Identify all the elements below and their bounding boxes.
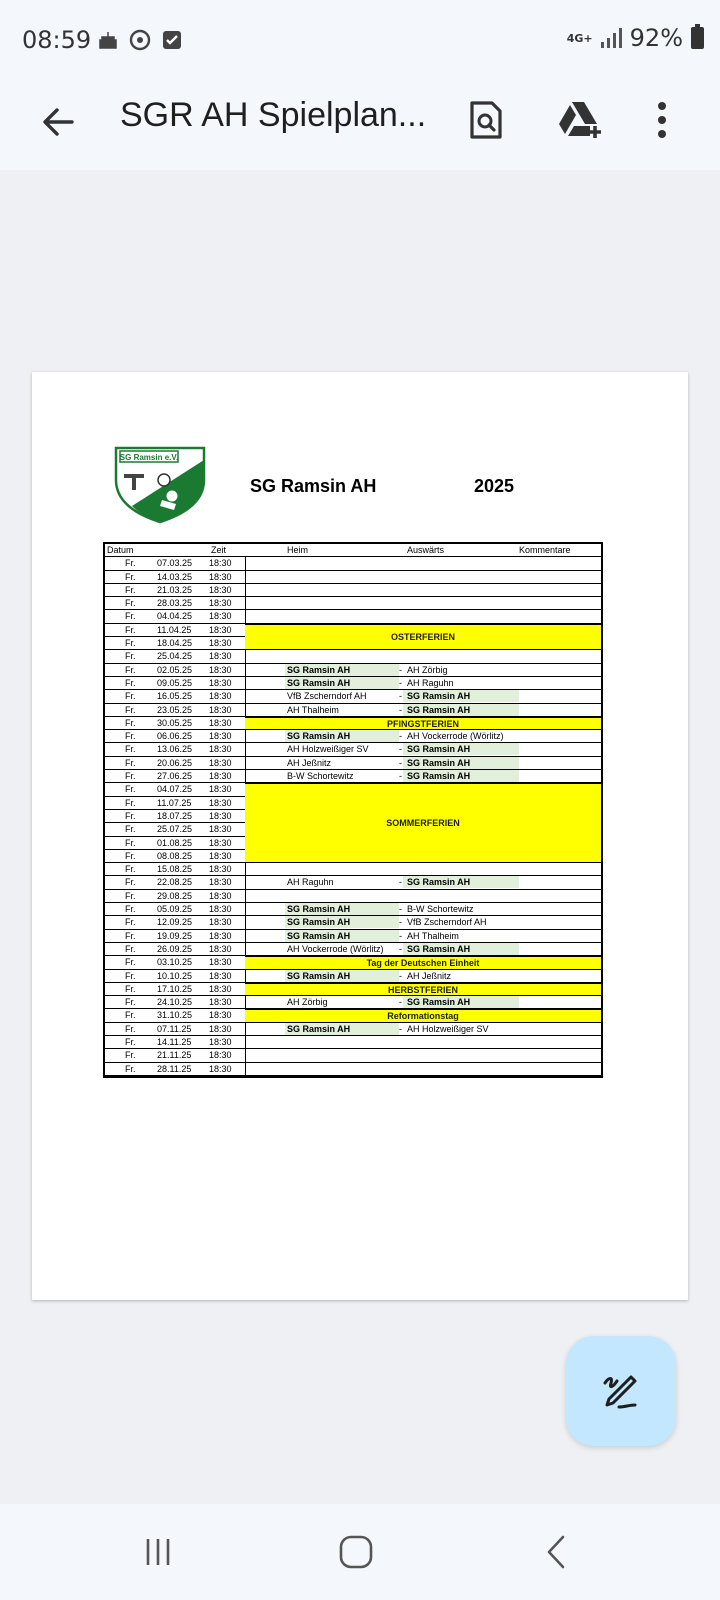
cell-time: 18:30 (209, 611, 232, 622)
versus-dash: - (399, 664, 402, 675)
table-row (105, 677, 601, 690)
cell-away-team: AH Zörbig (407, 664, 448, 675)
cell-day: Fr. (125, 1063, 136, 1074)
cell-away-team: SG Ramsin AH (407, 771, 471, 782)
cell-home-team: VfB Zscherndorf AH (287, 691, 367, 702)
cell-home-team: SG Ramsin AH (287, 1023, 351, 1034)
table-row (105, 743, 601, 756)
cell-time: 18:30 (209, 651, 232, 662)
cell-date: 31.10.25 (157, 1010, 193, 1021)
document-title: SGR AH Spielplan... (120, 96, 427, 134)
more-vert-icon[interactable] (636, 94, 688, 146)
cell-date: 22.08.25 (157, 877, 193, 888)
back-chevron-icon[interactable] (526, 1522, 586, 1582)
battery-level: 92% (629, 24, 683, 52)
edit-pen-icon (599, 1369, 643, 1413)
cell-home-team: AH Thalheim (287, 704, 339, 715)
cell-away-team: SG Ramsin AH (407, 943, 471, 954)
cell-time: 18:30 (209, 757, 232, 768)
cell-day: Fr. (125, 598, 136, 609)
cell-date: 30.05.25 (157, 717, 193, 728)
cell-day: Fr. (125, 784, 136, 795)
cell-day: Fr. (125, 664, 136, 675)
cell-away-team: SG Ramsin AH (407, 691, 471, 702)
cell-home-team: SG Ramsin AH (287, 904, 351, 915)
cell-date: 13.06.25 (157, 744, 193, 755)
cell-day: Fr. (125, 638, 136, 649)
schedule-year: 2025 (474, 476, 515, 496)
cell-home-team: SG Ramsin AH (287, 930, 351, 941)
cell-date: 18.04.25 (157, 638, 193, 649)
signal-icon (601, 28, 622, 48)
back-arrow-icon[interactable] (34, 98, 82, 146)
holiday-band: HERBSTFERIEN (245, 983, 601, 996)
cell-away-team: VfB Zscherndorf AH (407, 917, 487, 928)
checkbox-icon (160, 28, 184, 52)
table-row (105, 664, 601, 677)
cell-home-team: AH Zörbig (287, 997, 328, 1008)
cell-date: 09.05.25 (157, 677, 193, 688)
versus-dash: - (399, 997, 402, 1008)
table-row (105, 890, 601, 903)
header-datum: Datum (107, 545, 134, 555)
cell-home-team: SG Ramsin AH (287, 664, 351, 675)
header-auswaerts: Auswärts (407, 545, 445, 555)
cell-time: 18:30 (209, 771, 232, 782)
navigation-bar (0, 1504, 720, 1600)
table-row (105, 757, 601, 770)
svg-text:SG Ramsin e.V.: SG Ramsin e.V. (119, 453, 179, 462)
holiday-band: Reformationstag (245, 1009, 601, 1022)
table-row (105, 1049, 601, 1062)
versus-dash: - (399, 877, 402, 888)
versus-dash: - (399, 757, 402, 768)
holiday-band: PFINGSTFERIEN (245, 717, 601, 730)
cell-date: 07.03.25 (157, 558, 193, 569)
find-in-document-icon[interactable] (460, 94, 512, 146)
cell-date: 15.08.25 (157, 864, 193, 875)
cell-date: 10.10.25 (157, 970, 193, 981)
table-row (105, 571, 601, 584)
cell-time: 18:30 (209, 877, 232, 888)
cell-time: 18:30 (209, 970, 232, 981)
cell-home-team: AH Jeßnitz (287, 757, 332, 768)
cell-date: 25.07.25 (157, 824, 193, 835)
cell-day: Fr. (125, 997, 136, 1008)
cell-away-team: SG Ramsin AH (407, 877, 471, 888)
cell-day: Fr. (125, 983, 136, 994)
cell-time: 18:30 (209, 1063, 232, 1074)
cell-away-team: B-W Schortewitz (407, 904, 474, 915)
cell-time: 18:30 (209, 1050, 232, 1061)
cell-time: 18:30 (209, 943, 232, 954)
table-row (105, 1036, 601, 1049)
annotate-button[interactable] (566, 1336, 676, 1446)
cell-time: 18:30 (209, 598, 232, 609)
cell-day: Fr. (125, 611, 136, 622)
cell-date: 23.05.25 (157, 704, 193, 715)
cell-home-team: B-W Schortewitz (287, 771, 354, 782)
table-row (105, 597, 601, 610)
cell-time: 18:30 (209, 664, 232, 675)
cell-home-team: SG Ramsin AH (287, 970, 351, 981)
club-logo (112, 440, 208, 524)
cell-date: 27.06.25 (157, 771, 193, 782)
schedule-table (103, 542, 603, 1078)
cell-day: Fr. (125, 757, 136, 768)
cell-away-team: AH Jeßnitz (407, 970, 452, 981)
table-row (105, 930, 601, 943)
cell-day: Fr. (125, 850, 136, 861)
cell-away-team: SG Ramsin AH (407, 997, 471, 1008)
document-page (32, 372, 688, 1300)
cell-day: Fr. (125, 970, 136, 981)
cell-day: Fr. (125, 904, 136, 915)
cell-date: 05.09.25 (157, 904, 193, 915)
holiday-band: SOMMERFERIEN (245, 783, 601, 863)
cell-day: Fr. (125, 1010, 136, 1021)
table-row (105, 557, 601, 570)
cell-day: Fr. (125, 771, 136, 782)
cell-date: 02.05.25 (157, 664, 193, 675)
table-row (105, 996, 601, 1009)
cell-time: 18:30 (209, 784, 232, 795)
cell-date: 16.05.25 (157, 691, 193, 702)
cell-home-team: AH Vockerrode (Wörlitz) (287, 943, 384, 954)
cell-time: 18:30 (209, 904, 232, 915)
versus-dash: - (399, 731, 402, 742)
cell-day: Fr. (125, 651, 136, 662)
table-row (105, 690, 601, 703)
cell-date: 06.06.25 (157, 731, 193, 742)
table-row (105, 770, 601, 783)
versus-dash: - (399, 1023, 402, 1034)
status-bar (0, 0, 720, 80)
cell-away-team: SG Ramsin AH (407, 744, 471, 755)
cell-day: Fr. (125, 957, 136, 968)
cell-date: 11.07.25 (157, 797, 192, 808)
table-row (105, 903, 601, 916)
cell-day: Fr. (125, 864, 136, 875)
cell-time: 18:30 (209, 997, 232, 1008)
cell-date: 24.10.25 (157, 997, 193, 1008)
cell-time: 18:30 (209, 571, 232, 582)
cell-date: 07.11.25 (157, 1023, 192, 1034)
cell-day: Fr. (125, 744, 136, 755)
cell-time: 18:30 (209, 917, 232, 928)
network-type: 4G+ (566, 31, 593, 45)
cell-day: Fr. (125, 810, 136, 821)
table-row (105, 650, 601, 663)
cell-home-team: SG Ramsin AH (287, 731, 351, 742)
cell-day: Fr. (125, 877, 136, 888)
cell-home-team: SG Ramsin AH (287, 677, 351, 688)
battery-icon (691, 27, 704, 49)
cell-day: Fr. (125, 943, 136, 954)
cell-date: 17.10.25 (157, 983, 193, 994)
versus-dash: - (399, 744, 402, 755)
table-row (105, 1063, 601, 1076)
cell-date: 08.08.25 (157, 850, 193, 861)
table-row (105, 916, 601, 929)
versus-dash: - (399, 771, 402, 782)
cell-date: 26.09.25 (157, 943, 193, 954)
cell-day: Fr. (125, 584, 136, 595)
cell-date: 19.09.25 (157, 930, 193, 941)
cell-time: 18:30 (209, 558, 232, 569)
cell-time: 18:30 (209, 1023, 232, 1034)
cell-date: 04.04.25 (157, 611, 193, 622)
cell-time: 18:30 (209, 810, 232, 821)
table-row (105, 970, 601, 983)
cell-time: 18:30 (209, 930, 232, 941)
table-body (105, 557, 601, 1076)
cell-day: Fr. (125, 717, 136, 728)
cell-time: 18:30 (209, 731, 232, 742)
cell-date: 01.08.25 (157, 837, 193, 848)
header-heim: Heim (287, 545, 309, 555)
add-to-drive-icon[interactable] (555, 94, 607, 146)
cell-date: 11.04.25 (157, 624, 192, 635)
cell-time: 18:30 (209, 824, 232, 835)
versus-dash: - (399, 943, 402, 954)
cell-date: 21.11.25 (157, 1050, 192, 1061)
cell-date: 18.07.25 (157, 810, 193, 821)
cell-time: 18:30 (209, 584, 232, 595)
cell-time: 18:30 (209, 983, 232, 994)
cell-time: 18:30 (209, 1037, 232, 1048)
cell-day: Fr. (125, 571, 136, 582)
cell-date: 20.06.25 (157, 757, 193, 768)
versus-dash: - (399, 917, 402, 928)
versus-dash: - (399, 970, 402, 981)
cell-time: 18:30 (209, 890, 232, 901)
cell-date: 29.08.25 (157, 890, 193, 901)
header-kommentare: Kommentare (519, 545, 571, 555)
cell-date: 25.04.25 (157, 651, 193, 662)
cell-date: 21.03.25 (157, 584, 193, 595)
cell-date: 03.10.25 (157, 957, 193, 968)
cell-day: Fr. (125, 558, 136, 569)
status-right (567, 24, 704, 52)
cake-icon (96, 28, 120, 52)
versus-dash: - (399, 930, 402, 941)
sync-icon (128, 28, 152, 52)
versus-dash: - (399, 904, 402, 915)
holiday-band: Tag der Deutschen Einheit (245, 956, 601, 969)
table-header (105, 544, 601, 557)
cell-time: 18:30 (209, 797, 232, 808)
cell-date: 28.11.25 (157, 1063, 192, 1074)
cell-date: 12.09.25 (157, 917, 193, 928)
status-time: 08:59 (22, 26, 92, 54)
table-row (105, 876, 601, 889)
table-row (105, 863, 601, 876)
cell-day: Fr. (125, 677, 136, 688)
cell-time: 18:30 (209, 957, 232, 968)
cell-day: Fr. (125, 691, 136, 702)
schedule-title: SG Ramsin AH (250, 476, 377, 496)
cell-day: Fr. (125, 824, 136, 835)
cell-time: 18:30 (209, 717, 232, 728)
cell-time: 18:30 (209, 864, 232, 875)
header-zeit: Zeit (211, 545, 227, 555)
cell-time: 18:30 (209, 1010, 232, 1021)
home-icon[interactable] (326, 1522, 386, 1582)
cell-day: Fr. (125, 930, 136, 941)
cell-date: 14.11.25 (157, 1037, 192, 1048)
cell-day: Fr. (125, 731, 136, 742)
cell-date: 04.07.25 (157, 784, 193, 795)
cell-time: 18:30 (209, 744, 232, 755)
cell-day: Fr. (125, 1023, 136, 1034)
table-row (105, 730, 601, 743)
cell-away-team: AH Vockerrode (Wörlitz) (407, 731, 504, 742)
holiday-band: OSTERFERIEN (245, 624, 601, 651)
cell-home-team: AH Raguhn (287, 877, 334, 888)
cell-day: Fr. (125, 837, 136, 848)
cell-day: Fr. (125, 1037, 136, 1048)
cell-away-team: AH Thalheim (407, 930, 459, 941)
table-row (105, 1023, 601, 1036)
cell-date: 28.03.25 (157, 598, 193, 609)
versus-dash: - (399, 704, 402, 715)
cell-day: Fr. (125, 624, 136, 635)
cell-day: Fr. (125, 704, 136, 715)
cell-day: Fr. (125, 1050, 136, 1061)
table-row (105, 584, 601, 597)
table-row (105, 610, 601, 623)
app-bar (0, 80, 720, 170)
cell-day: Fr. (125, 890, 136, 901)
cell-away-team: AH Holzweißiger SV (407, 1023, 489, 1034)
table-row (105, 704, 601, 717)
cell-time: 18:30 (209, 638, 232, 649)
versus-dash: - (399, 677, 402, 688)
cell-time: 18:30 (209, 624, 232, 635)
cell-day: Fr. (125, 797, 136, 808)
notification-icons (96, 28, 184, 52)
cell-home-team: AH Holzweißiger SV (287, 744, 369, 755)
cell-day: Fr. (125, 917, 136, 928)
cell-time: 18:30 (209, 837, 232, 848)
cell-time: 18:30 (209, 691, 232, 702)
cell-home-team: SG Ramsin AH (287, 917, 351, 928)
table-row (105, 943, 601, 956)
cell-away-team: SG Ramsin AH (407, 704, 471, 715)
cell-time: 18:30 (209, 677, 232, 688)
cell-time: 18:30 (209, 704, 232, 715)
cell-date: 14.03.25 (157, 571, 193, 582)
versus-dash: - (399, 691, 402, 702)
cell-away-team: SG Ramsin AH (407, 757, 471, 768)
recents-icon[interactable] (128, 1522, 188, 1582)
cell-time: 18:30 (209, 850, 232, 861)
cell-away-team: AH Raguhn (407, 677, 454, 688)
